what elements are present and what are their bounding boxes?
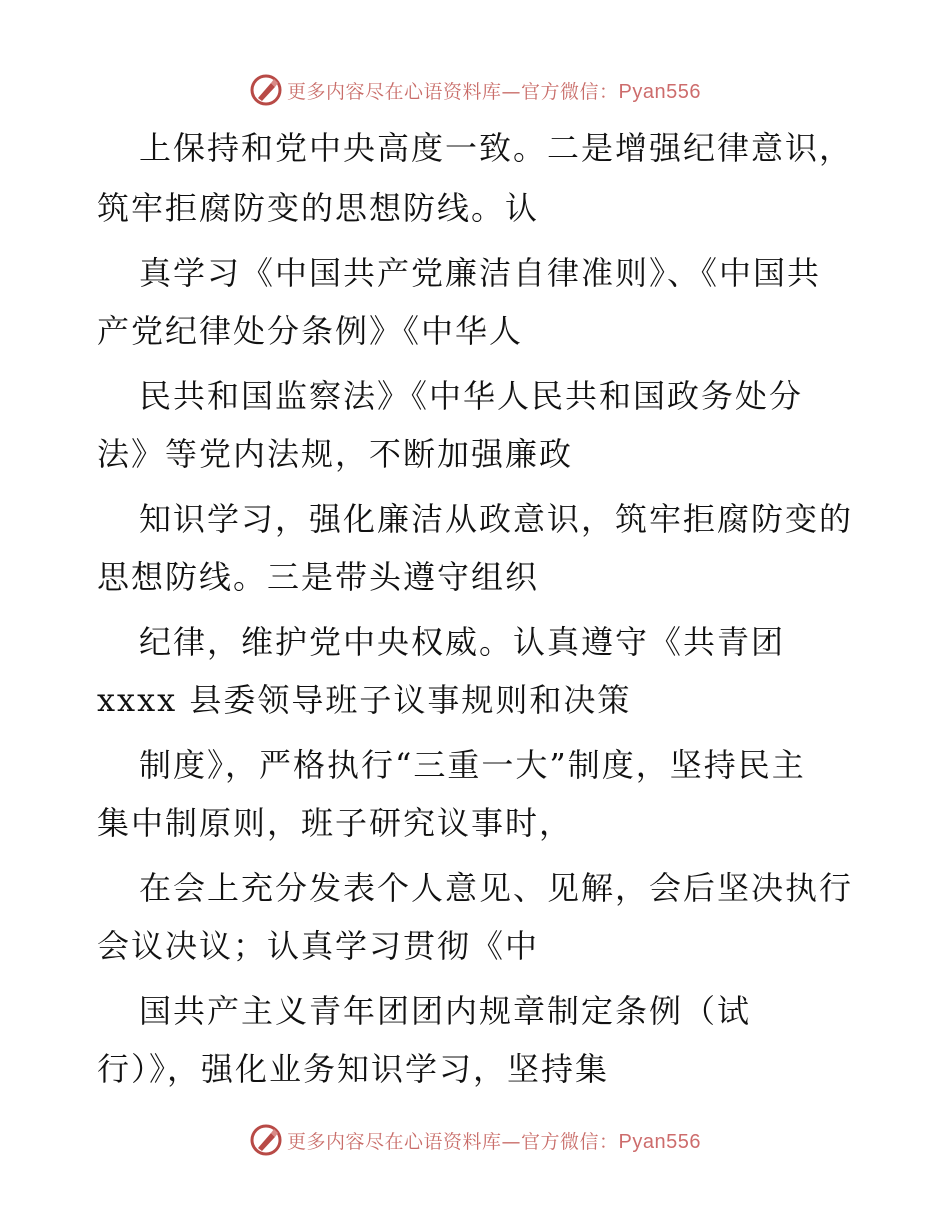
body-line: 制度》，严格执行“三重一大”制度，坚持民主 — [139, 746, 806, 784]
header-watermark — [0, 70, 950, 110]
footer-watermark-text — [287, 1127, 701, 1154]
body-line: xxxx 县委领导班子议事规则和决策 — [97, 681, 632, 719]
header-watermark-text — [287, 77, 701, 104]
pen-logo-icon — [249, 73, 283, 107]
footer-watermark-id: Pyan556 — [618, 1130, 701, 1153]
body-line: 集中制原则，班子研究议事时， — [97, 804, 574, 842]
body-line: 产党纪律处分条例》《中华人 — [97, 312, 524, 350]
body-line: 会议决议；认真学习贯彻《中 — [97, 927, 540, 965]
footer-watermark — [0, 1120, 950, 1160]
body-line: 上保持和党中央高度一致。二是增强纪律意识， — [139, 129, 854, 167]
body-line: 纪律，维护党中央权威。认真遵守《共青团 — [139, 623, 786, 661]
body-line: 民共和国监察法》《中华人民共和国政务处分 — [139, 377, 804, 415]
body-line: 行）》，强化业务知识学习，坚持集 — [97, 1050, 610, 1088]
body-line: 法》等党内法规，不断加强廉政 — [97, 435, 574, 473]
body-line: 筑牢拒腐防变的思想防线。认 — [97, 189, 540, 227]
body-line: 在会上充分发表个人意见、见解，会后坚决执行 — [139, 869, 854, 907]
header-watermark-id: Pyan556 — [618, 80, 701, 103]
body-line: 思想防线。三是带头遵守组织 — [97, 558, 540, 596]
body-line: 国共产主义青年团团内规章制定条例（试 — [139, 992, 752, 1030]
document-body — [97, 120, 857, 1088]
header-watermark-label: 更多内容尽在心语资料库—官方微信： — [287, 80, 619, 103]
footer-watermark-label: 更多内容尽在心语资料库—官方微信： — [287, 1130, 619, 1153]
body-line: 知识学习，强化廉洁从政意识，筑牢拒腐防变的 — [139, 500, 854, 538]
pen-logo-icon — [249, 1123, 283, 1157]
body-line: 真学习《中国共产党廉洁自律准则》、《中国共 — [139, 254, 822, 292]
